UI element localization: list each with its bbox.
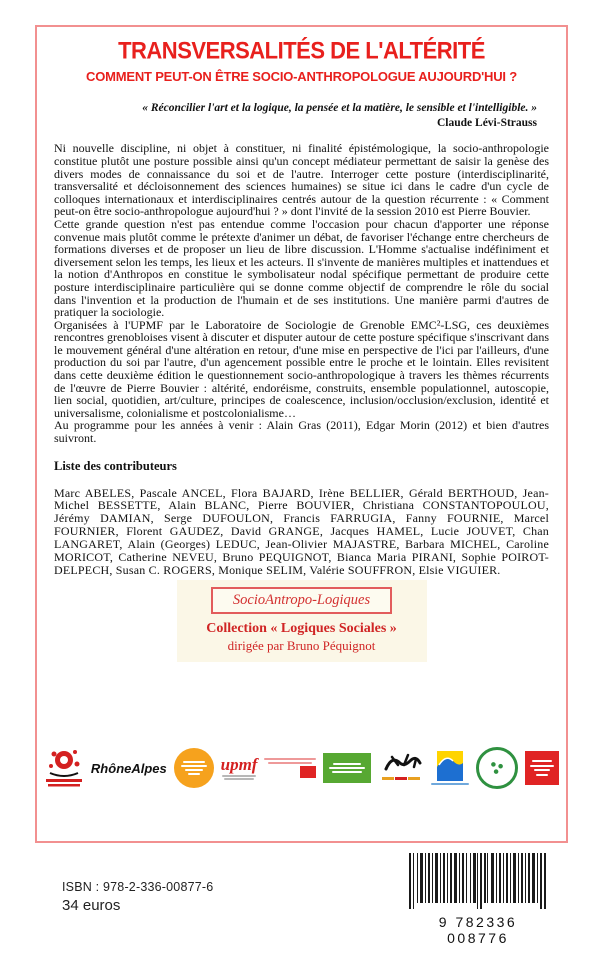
isere-caption-bar [431,783,469,785]
book-subtitle: COMMENT PEUT-ON ÊTRE SOCIO-ANTHROPOLOGUE AUJOURD'HUI ? [86,69,517,84]
back-cover-text [54,142,549,444]
epigraph [54,101,549,129]
red-text-logo [264,758,316,778]
red-block-icon [300,766,316,778]
harmattan-logo [525,751,559,785]
upmf-wordmark: upmf [220,754,258,774]
paragraph-3: Organisées à l'UPMF par le Laboratoire de Sociologie de Grenoble EMC²-LSG, ces deuxièmes rencontres grenobloises visent à discuter et disputer autour de cette posture spécifique s'inscrivant dans le mouvement général d'une altération en retour, d'une mise en perspective de l'ici par l'ailleurs, d'une production du soi par l'autre, d'un agencement possible entre le proche et le lointain. Elles revisitent dans cette deuxième édition le questionnement socio-anthropologique à travers les thèmes récurrents de l'œuvre de Pierre Bouvier : altérité, endoréisme, construits, ensemble populationnel, autoscopie, lien social, quotidien, art/culture, principes de coalescence, inclusion/occlusion/exclusion, identité et universalisme, colonialisme et postcolonialisme… [54,317,549,420]
isere-icon [437,751,463,781]
epigraph-quote: « Réconcilier l'art et la logique, la pensée et la matière, le sensible et l'intelligible. » [142,102,537,114]
green-banner-icon [323,753,371,783]
paragraph-1: Ni nouvelle discipline, ni objet à constituer, ni finalité épistémologique, la socio-anthropologie constitue plutôt une posture possible ainsi qu'un concept médiateur permettant de saisir la genèse des divers modes de connaissance du soi et de l'autre. Interroger cette posture (interdisciplinarité, transversalité et décloisonnement des sciences humaines) se situe ici dans le cadre d'un cycle de colloques internationaux et interdisciplinaires centrés autour de la question récurrente : « Comment peut-on être socio-anthropologue aujourd'hui ? » dont l'invité de la session 2010 est Pierre Bouvier. [54,141,549,219]
paragraph-2: Cette grande question n'est pas entendue comme l'occasion pour chacun d'apporter une réponse convenue mais plutôt comme le prétexte d'animer un débat, de favoriser l'échange entre chercheurs de formations diverses et de proposer un lieu de libre discussion. L'Homme s'actualise indéfiniment et diversement selon les temps, les lieux et les acteurs. Il s'invente de manières multiples et inattendues et la notion d'Anthropos en constitue le symbolisateur nodal spécifique permettant de produire cette posture interdisciplinaire particulière qui se donne comme objectif de comprendre le rôle du social dans l'invention et la production de l'humain et de ses institutions. Une manière parmi d'autres de pratiquer la sociologie. [54,216,549,320]
ean-barcode [407,853,549,946]
collection-director: dirigée par Bruno Péquignot [227,638,376,654]
cover-red-frame [35,25,568,843]
series-name-box: SocioAntropo-Logiques [211,587,392,614]
cover-content [37,38,566,576]
collection-panel [177,580,427,662]
isbn-price-block [62,880,213,914]
red-ink-splatter-logo [44,746,84,790]
green-banner-logo [323,753,371,783]
orange-disc-logo [174,748,214,788]
green-ring-logo [476,747,518,789]
isere-logo [431,751,469,785]
red-ink-splatter-icon [44,746,84,790]
collection-name: Collection « Logiques Sociales » [206,621,397,637]
barcode-digits: 9 782336 008776 [438,914,518,946]
upmf-caption-bars [222,775,256,781]
green-ring-icon [476,747,518,789]
barcode-bars [407,853,549,911]
contributors-heading: Liste des contributeurs [54,458,177,473]
red-text-bars [264,758,316,764]
partner-logos-strip [42,737,561,799]
ink-figures-logo [378,747,424,789]
isbn-number: ISBN : 978-2-336-00877-6 [62,880,214,894]
contributors-list: Marc ABELES, Pascale ANCEL, Flora BAJARD, Irène BELLIER, Gérald BERTHOUD, Jean-Michel BESSETTE, Alain BLANC, Pierre BOUVIER, Christiana CONSTANTOPOULOU, Jérémy DAMIAN, Serge DUFOULON, Francis FARRUGIA, Fanny FOURNIE, Marcel FOURNIER, Florent GAUDEZ, David GRANGE, Jacques HAMEL, Lucie JOUVET, Chan LANGARET, Alain (Georges) LEDUC, Jean-Olivier MAJASTRE, Barbara MICHEL, Caroline MORICOT, Catherine NEVEU, Bruno PEQUIGNOT, Bianca Maria PIRANI, Sophie POIROT-DELPECH, Susan C. ROGERS, Monique SELIM, Valérie SOUFFRON, Elsie VIGUIER. [54,485,549,577]
upmf-logo [221,756,258,781]
book-title: TRANSVERSALITÉS DE L'ALTÉRITÉ [118,36,485,64]
harmattan-red-square-icon [525,751,559,785]
rhone-alpes-logo: RhôneAlpes [90,760,167,776]
paragraph-4: Au programme pour les années à venir : Alain Gras (2011), Edgar Morin (2012) et bien d'autres suivront. [54,418,549,446]
price: 34 euros [62,897,121,914]
ink-figures-icon [378,747,424,789]
epigraph-author: Claude Lévi-Strauss [437,117,537,130]
orange-disc-icon [174,748,214,788]
